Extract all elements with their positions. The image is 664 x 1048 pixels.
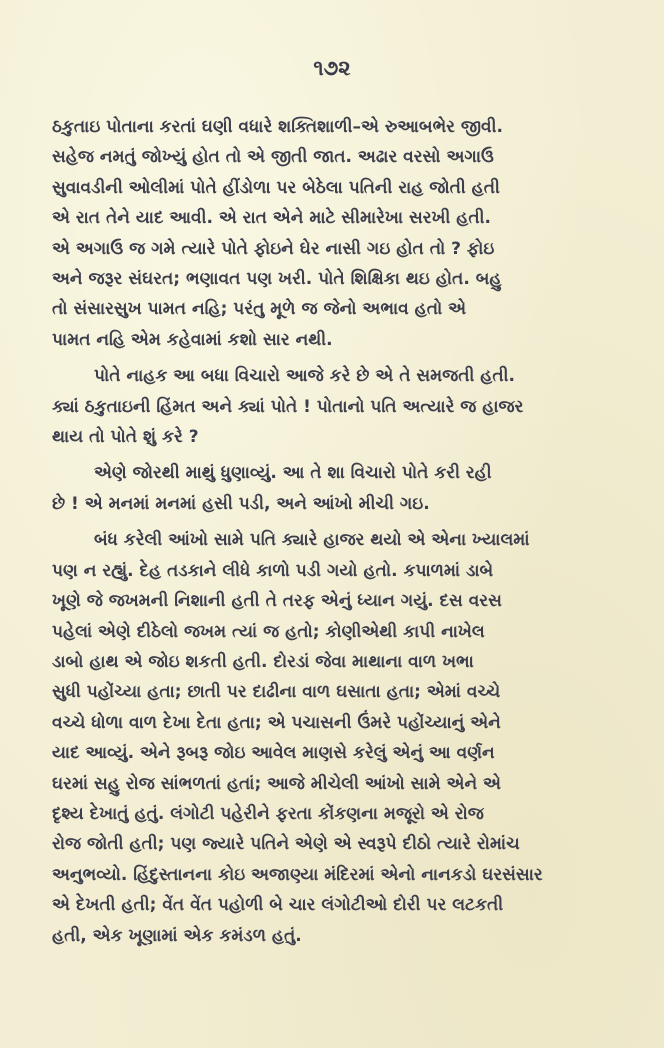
text-line: છે ! એ મનમાં મનમાં હસી પડી, અને આંખો મીચી ગઇ. — [52, 493, 430, 514]
paragraph-3 — [52, 458, 624, 519]
text-line: તો સંસારસુખ પામત નહિ; પરંતુ મૂળે જ જેનો અભાવ હતો એ — [52, 299, 467, 320]
text-line: સુધી પહોંચ્યા હતા; છાતી પર દાઢીના વાળ ઘસાતા હતા; એમાં વચ્ચે — [52, 682, 501, 703]
text-line: પોતે નાહક આ બધા વિચારો આજે કરે છે એ તે સમજતી હતી. — [94, 366, 515, 387]
text-line: ખૂણે જે જખમની નિશાની હતી તે તરફ એનું ધ્યાન ગયું. દસ વરસ — [52, 591, 502, 612]
text-line: રોજ જોતી હતી; પણ જ્યારે પતિને એણે એ સ્વરૂપે દીઠો ત્યારે રોમાંચ — [52, 834, 520, 855]
text-line: એ દેખતી હતી; વેંત વેંત પહોળી બે ચાર લંગોટીઓ દોરી પર લટકતી — [52, 895, 504, 916]
text-line: અનુભવ્યો. હિંદુસ્તાનના કોઇ અજાણ્યા મંદિરમાં એનો નાનકડો ઘરસંસાર — [52, 864, 543, 885]
page-number: ૧૭૨ — [313, 56, 351, 80]
text-line: દૃશ્ય દેખાતું હતું. લંગોટી પહેરીને ફરતા કોંકણના મજૂરો એ રોજ — [52, 803, 484, 824]
text-line: પામત નહિ એમ કહેવામાં કશો સાર નથી. — [52, 329, 333, 350]
text-line: બંધ કરેલી આંખો સામે પતિ ક્યારે હાજર થયો એ એના ખ્યાલમાં — [94, 530, 530, 551]
text-line: થાય તો પોતે શું કરે ? — [52, 427, 199, 448]
text-line: ક્યાં ઠકુતાઇની હિંમત અને ક્યાં પોતે ! પોતાનો પતિ અત્યારે જ હાજર — [52, 396, 524, 417]
text-line: એ અગાઉ જ ગમે ત્યારે પોતે ફોઇને ઘેર નાસી ગઇ હોત તો ? ફોઇ — [52, 238, 495, 259]
text-line: ડાબો હાથ એ જોઇ શકતી હતી. દોરડાં જેવા માથાના વાળ ખભા — [52, 651, 474, 672]
body-text — [52, 112, 624, 951]
text-line: યાદ આવ્યું. એને રૂબરૂ જોઇ આવેલ માણસે કરેલું એનું આ વર્ણન — [52, 743, 495, 764]
text-line: સુવાવડીની ઓલીમાં પોતે હીંડોળા પર બેઠેલા પતિની રાહ જોતી હતી — [52, 177, 500, 198]
text-line: ઠકુતાઇ પોતાના કરતાં ઘણી વધારે શક્તિશાળી–એ રુઆબભેર જીવી. — [52, 117, 503, 137]
paragraph-1 — [52, 112, 624, 355]
text-line: સહેજ નમતું જોખ્યું હોત તો એ જીતી જાત. અઢાર વરસો અગાઉ — [52, 147, 494, 168]
paragraph-4 — [52, 525, 624, 951]
text-line: એણે જોરથી માથું ધુણાવ્યું. આ તે શા વિચારો પોતે કરી રહી — [94, 463, 492, 484]
text-line: અને જરૂર સંઘરત; ભણાવત પણ ખરી. પોતે શિક્ષિકા થઇ હોત. બહુ — [52, 269, 502, 290]
text-line: પહેલાં એણે દીઠેલો જખમ ત્યાં જ હતો; કોણીએથી કાપી નાખેલ — [52, 621, 485, 642]
paragraph-2 — [52, 361, 624, 452]
text-line: પણ ન રહ્યું. દેહ તડકાને લીધે કાળો પડી ગયો હતો. કપાળમાં ડાબે — [52, 560, 494, 581]
text-line: હતી, એક ખૂણામાં એક કમંડળ હતું. — [52, 925, 302, 946]
text-line: એ રાત તેને યાદ આવી. એ રાત એને માટે સીમારેખા સરખી હતી. — [52, 208, 491, 229]
text-line: ઘરમાં સહુ રોજ સાંભળતાં હતાં; આજે મીચેલી આંખો સામે એને એ — [52, 773, 501, 794]
text-line: વચ્ચે ધોળા વાળ દેખા દેતા હતા; એ પચાસની ઉંમરે પહોંચ્યાનું એને — [52, 712, 501, 733]
